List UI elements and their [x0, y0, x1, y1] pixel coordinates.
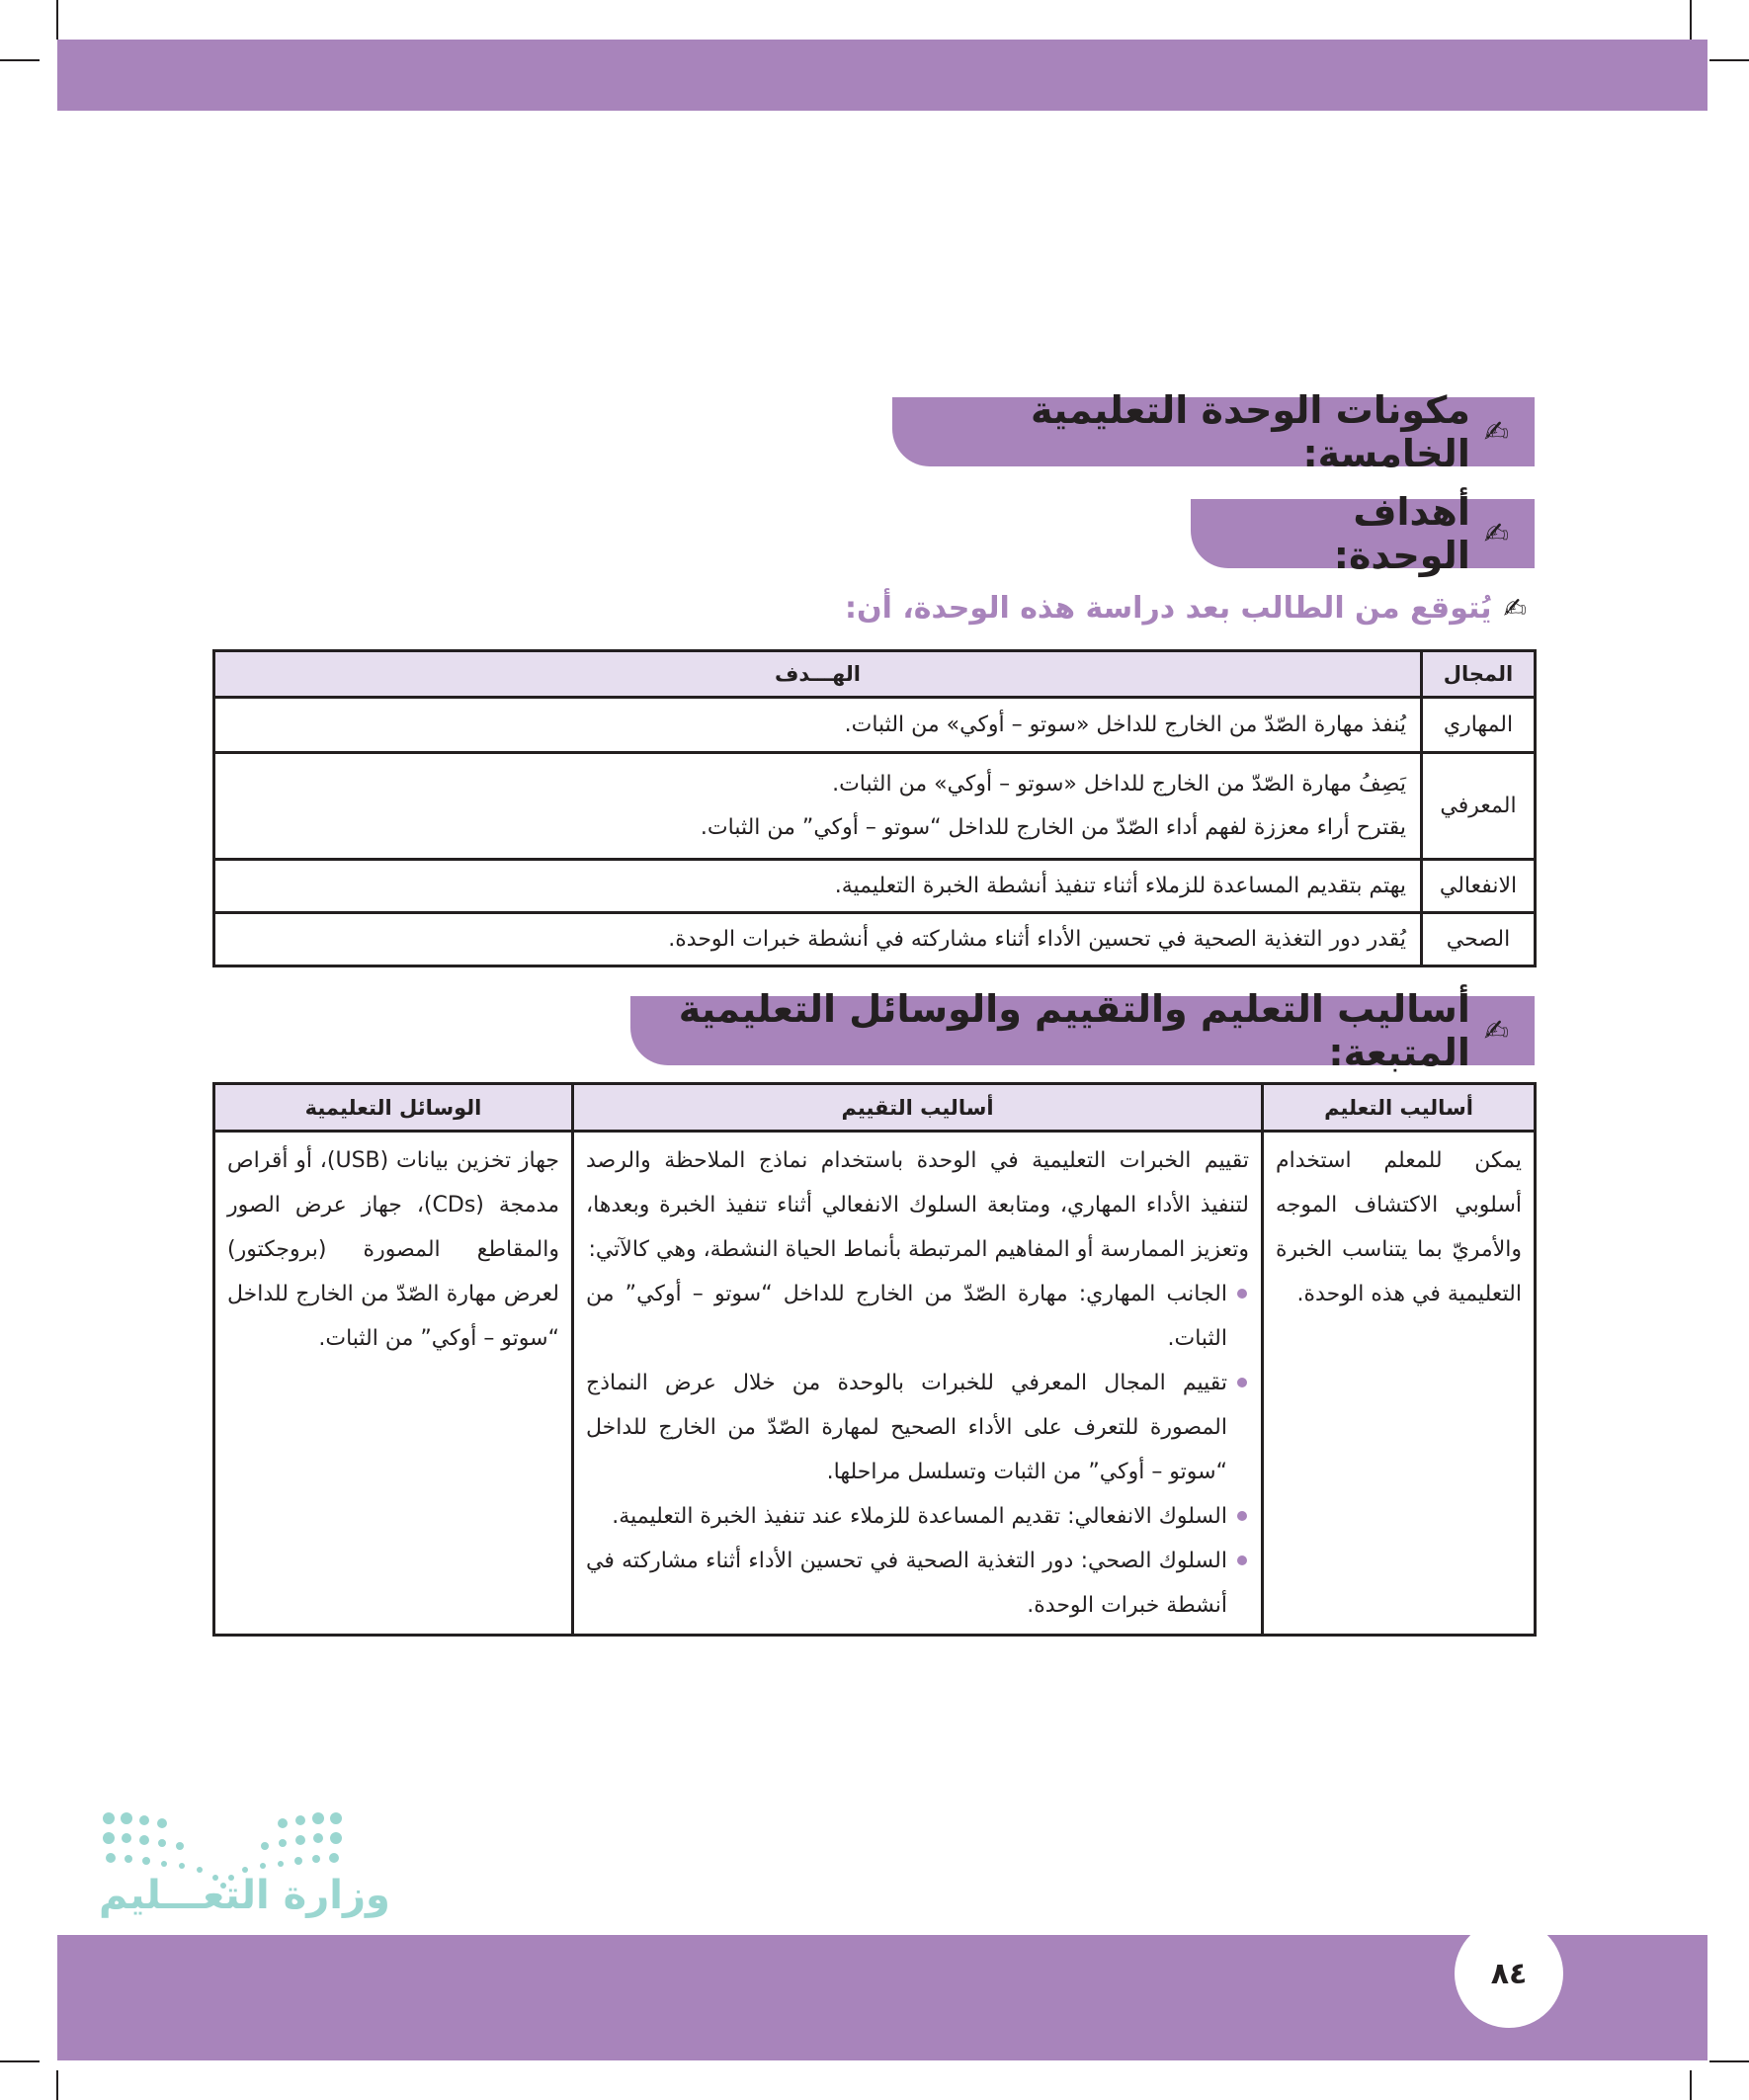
- pen-icon: ✍: [1483, 414, 1509, 450]
- goal-text: يَصِفُ مهارة الصّدّ من الخارج للداخل «سوتو – أوكي» من الثبات.: [832, 771, 1406, 797]
- tools-cell: [214, 1132, 573, 1636]
- goal-cell: [214, 698, 1422, 753]
- goal-text: يهتم بتقديم المساعدة للزملاء أثناء تنفيذ أنشطة الخبرة التعليمية.: [834, 873, 1406, 898]
- table-row: [214, 860, 1536, 913]
- domain-cell: الانفعالي: [1422, 860, 1536, 913]
- section-heading: [892, 388, 1535, 475]
- tools-text: جهاز تخزين بيانات (USB)، أو أقراص مدمجة (CDs)، جهاز عرض الصور والمقاطع المصورة (بروجكتور) لعرض مهارة الصّدّ من الخارج للداخل “سوتو – أوكي” من الثبات.: [227, 1148, 560, 1351]
- pen-icon: ✍: [1483, 516, 1509, 551]
- methods-title: أساليب التعليم والتقييم والوسائل التعليمية المتبعة:: [678, 987, 1470, 1074]
- table-row: [214, 1132, 1536, 1636]
- crop-mark: [0, 2060, 40, 2062]
- goal-text: يُقدر دور التغذية الصحية في تحسين الأداء أثناء مشاركته في أنشطة خبرات الوحدة.: [668, 926, 1406, 952]
- goal-text: يُنفذ مهارة الصّدّ من الخارج للداخل «سوتو – أوكي» من الثبات.: [844, 712, 1406, 737]
- page-number: ٨٤: [1455, 1919, 1563, 2028]
- crop-mark: [1690, 2070, 1692, 2100]
- list-item: السلوك الصحي: دور التغذية الصحية في تحسين الأداء أثناء مشاركته في أنشطة خبرات الوحدة.: [586, 1539, 1227, 1628]
- teaching-header: أساليب التعليم: [1263, 1084, 1536, 1132]
- pen-icon: ✍: [1483, 1013, 1509, 1049]
- tools-header: الوسائل التعليمية: [214, 1084, 573, 1132]
- table-row: [214, 753, 1536, 860]
- assessment-cell: [573, 1132, 1263, 1636]
- methods-heading: [630, 987, 1535, 1074]
- assessment-header: أساليب التقييم: [573, 1084, 1263, 1132]
- crop-mark: [56, 2070, 58, 2100]
- goal-cell: [214, 753, 1422, 860]
- goal-cell: [214, 913, 1422, 966]
- assessment-list: [586, 1272, 1249, 1628]
- methods-table: [212, 1082, 1537, 1637]
- goal-header: الهـــدف: [214, 651, 1422, 698]
- list-item: السلوك الانفعالي: تقديم المساعدة للزملاء عند تنفيذ الخبرة التعليمية.: [586, 1494, 1227, 1539]
- crop-mark: [1709, 59, 1749, 61]
- crop-mark: [56, 0, 58, 40]
- crop-mark: [0, 59, 40, 61]
- goals-header-row: [214, 651, 1536, 698]
- domain-cell: الصحي: [1422, 913, 1536, 966]
- teaching-text: يمكن للمعلم استخدام أسلوبي الاكتشاف الموجه والأمريّ بما يتناسب الخبرة التعليمية في هذه الوحدة.: [1276, 1148, 1522, 1306]
- domain-header: المجال: [1422, 651, 1536, 698]
- methods-header-row: [214, 1084, 1536, 1132]
- goals-title: أهداف الوحدة:: [1333, 490, 1470, 577]
- list-item: الجانب المهاري: مهارة الصّدّ من الخارج للداخل “سوتو – أوكي” من الثبات.: [586, 1272, 1227, 1361]
- assessment-intro: تقييم الخبرات التعليمية في الوحدة باستخدام نماذج الملاحظة والرصد لتنفيذ الأداء المهاري، ومتابعة السلوك الانفعالي أثناء تنفيذ الخبرة وبعدها، وتعزيز الممارسة أو المفاهيم المرتبطة بأنماط الحياة النشطة، وهي كالآتي:: [586, 1148, 1249, 1262]
- table-row: [214, 913, 1536, 966]
- crop-mark: [1709, 2060, 1749, 2062]
- teaching-cell: [1263, 1132, 1536, 1636]
- goals-heading: [1191, 490, 1535, 577]
- crop-mark: [1690, 0, 1692, 40]
- pen-icon: ✍: [1503, 591, 1527, 625]
- section-title: مكونات الوحدة التعليمية الخامسة:: [1031, 388, 1470, 475]
- list-item: تقييم المجال المعرفي للخبرات بالوحدة من خلال عرض النماذج المصورة للتعرف على الأداء الصحيح لمهارة الصّدّ من الخارج للداخل “سوتو – أوكي” من الثبات وتسلسل مراحلها.: [586, 1361, 1227, 1494]
- ministry-logo-text: وزارة التعـــليم: [99, 1873, 390, 1918]
- intro-line: [845, 583, 1527, 632]
- intro-text: يُتوقع من الطالب بعد دراسة هذه الوحدة، أن:: [845, 590, 1492, 626]
- domain-cell: المعرفي: [1422, 753, 1536, 860]
- top-band: [57, 40, 1707, 111]
- domain-cell: المهاري: [1422, 698, 1536, 753]
- goal-cell: [214, 860, 1422, 913]
- ministry-logo-dots: [99, 1774, 346, 1952]
- goals-table: [212, 649, 1537, 967]
- table-row: [214, 698, 1536, 753]
- goal-text: يقترح أراء معززة لفهم أداء الصّدّ من الخارج للداخل “سوتو – أوكي” من الثبات.: [700, 814, 1406, 840]
